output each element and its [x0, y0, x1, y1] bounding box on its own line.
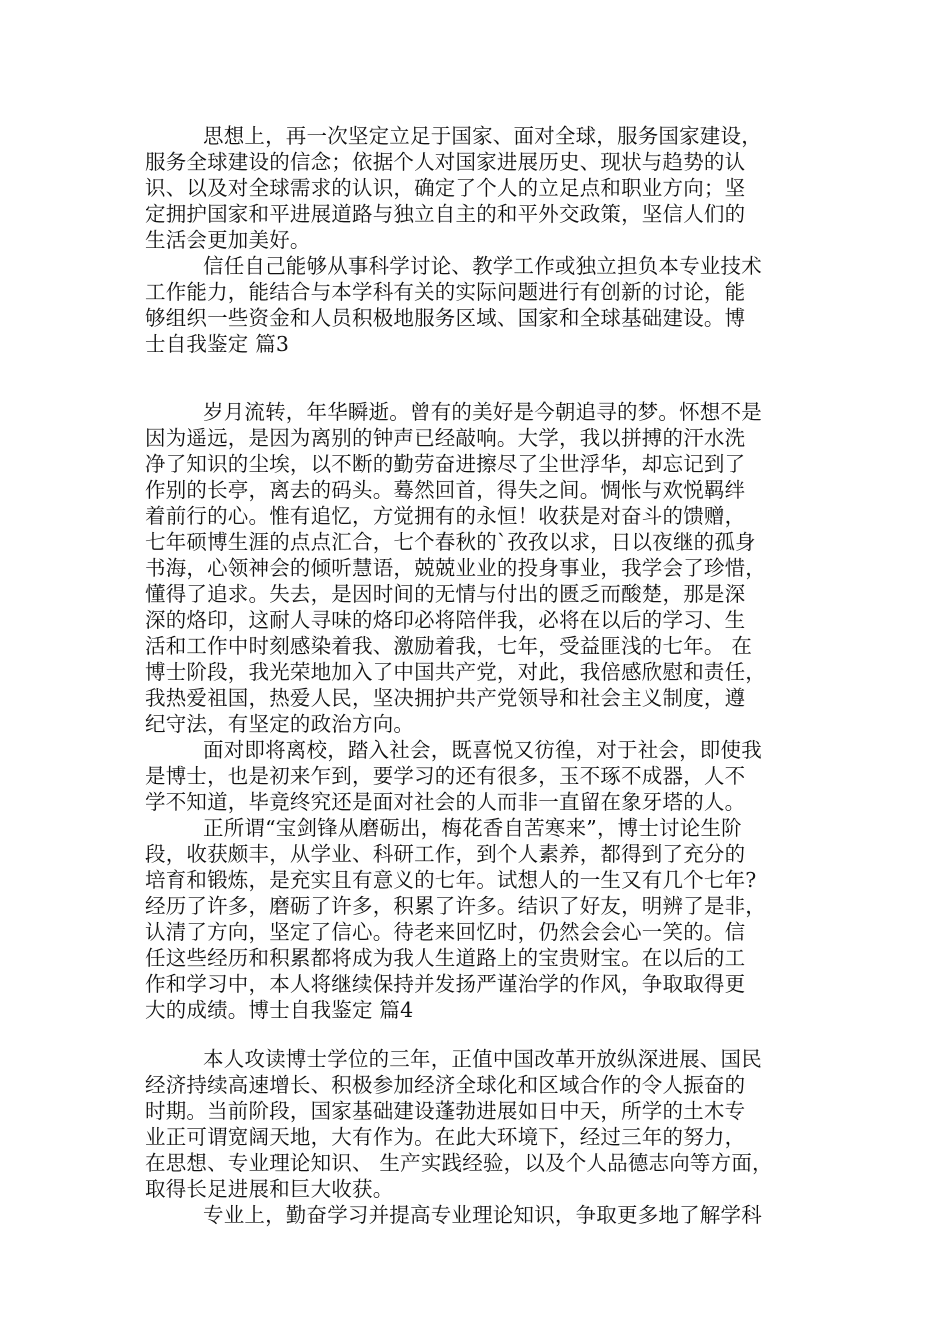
text-block-1: [145, 123, 813, 357]
text-line: 经历了许多，磨砺了许多，积累了许多。结识了好友，明辨了是非，: [145, 894, 766, 918]
text-line: 因为遥远，是因为离别的钟声已经敲响。大学，我以拼搏的汗水洗: [145, 426, 746, 450]
text-line: 面对即将离校，踏入社会，既喜悦又彷徨，对于社会，即使我: [203, 738, 762, 762]
text-line: 时期。当前阶段，国家基础建设蓬勃进展如日中天，所学的土木专: [145, 1099, 746, 1123]
text-line: 经济持续高速增长、积极参加经济全球化和区域合作的令人振奋的: [145, 1073, 746, 1097]
text-line: 生活会更加美好。: [145, 228, 311, 252]
text-line: 大的成绩。博士自我鉴定 篇4: [145, 998, 414, 1022]
text-line: 服务全球建设的信念；依据个人对国家进展历史、现状与趋势的认: [145, 150, 746, 174]
text-line: 段，收获颇丰，从学业、科研工作，到个人素养，都得到了充分的: [145, 842, 746, 866]
text-line: 正所谓“宝剑锋从磨砺出，梅花香自苦寒来”，博士讨论生阶: [203, 816, 742, 840]
text-line: 认清了方向，坚定了信心。待老来回忆时，仍然会会心一笑的。信: [145, 920, 746, 944]
text-line: 纪守法，有坚定的政治方向。: [145, 712, 415, 736]
text-line: 培育和锻炼，是充实且有意义的七年。试想人的一生又有几个七年?: [145, 868, 757, 892]
text-line: 专业上，勤奋学习并提高专业理论知识，争取更多地了解学科: [203, 1203, 762, 1227]
text-line: 任这些经历和积累都将成为我人生道路上的宝贵财宝。在以后的工: [145, 946, 746, 970]
text-line: 学不知道，毕竟终究还是面对社会的人而非一直留在象牙塔的人。: [145, 790, 746, 814]
text-line: 士自我鉴定 篇3: [145, 332, 290, 356]
text-line: 工作能力，能结合与本学科有关的实际问题进行有创新的讨论，能: [145, 280, 746, 304]
text-block-3: [145, 1046, 813, 1228]
text-line: 作别的长亭，离去的码头。蓦然回首，得失之间。惆怅与欢悦羁绊: [145, 478, 746, 502]
text-line: 定拥护国家和平进展道路与独立自主的和平外交政策，坚信人们的: [145, 202, 746, 226]
text-line: 思想上，再一次坚定立足于国家、面对全球，服务国家建设，: [203, 124, 762, 148]
text-line: 在思想、专业理论知识、 生产实践经验，以及个人品德志向等方面，: [145, 1151, 773, 1175]
text-line: 懂得了追求。失去，是因时间的无情与付出的匮乏而酸楚，那是深: [145, 582, 746, 606]
text-line: 够组织一些资金和人员积极地服务区域、国家和全球基础建设。博: [145, 306, 746, 330]
text-line: 识、以及对全球需求的认识，确定了个人的立足点和职业方向；坚: [145, 176, 746, 200]
text-block-2: [145, 399, 813, 1023]
text-line: 着前行的心。惟有追忆，方觉拥有的永恒！收获是对奋斗的馈赠，: [145, 504, 746, 528]
text-line: 七年硕博生涯的点点汇合，七个春秋的`孜孜以求，日以夜继的孤身: [145, 530, 756, 554]
text-line: 作和学习中，本人将继续保持并发扬严谨治学的作风，争取取得更: [145, 972, 746, 996]
text-line: 岁月流转，年华瞬逝。曾有的美好是今朝追寻的梦。怀想不是: [203, 400, 762, 424]
text-line: 信任自己能够从事科学讨论、教学工作或独立担负本专业技术: [203, 254, 762, 278]
text-line: 博士阶段，我光荣地加入了中国共产党，对此，我倍感欣慰和责任，: [145, 660, 766, 684]
text-line: 深的烙印，这耐人寻味的烙印必将陪伴我，必将在以后的学习、生: [145, 608, 746, 632]
text-line: 本人攻读博士学位的三年，正值中国改革开放纵深进展、国民: [203, 1047, 762, 1071]
text-line: 业正可谓宽阔天地，大有作为。在此大环境下，经过三年的努力，: [145, 1125, 746, 1149]
text-line: 取得长足进展和巨大收获。: [145, 1177, 394, 1201]
text-line: 是博士，也是初来乍到，要学习的还有很多，玉不琢不成器，人不: [145, 764, 746, 788]
text-line: 我热爱祖国，热爱人民，坚决拥护共产党领导和社会主义制度，遵: [145, 686, 746, 710]
text-line: 活和工作中时刻感染着我、激励着我，七年，受益匪浅的七年。 在: [145, 634, 753, 658]
text-line: 净了知识的尘埃，以不断的勤劳奋进擦尽了尘世浮华，却忘记到了: [145, 452, 746, 476]
text-line: 书海，心领神会的倾听慧语，兢兢业业的投身事业，我学会了珍惜，: [145, 556, 766, 580]
